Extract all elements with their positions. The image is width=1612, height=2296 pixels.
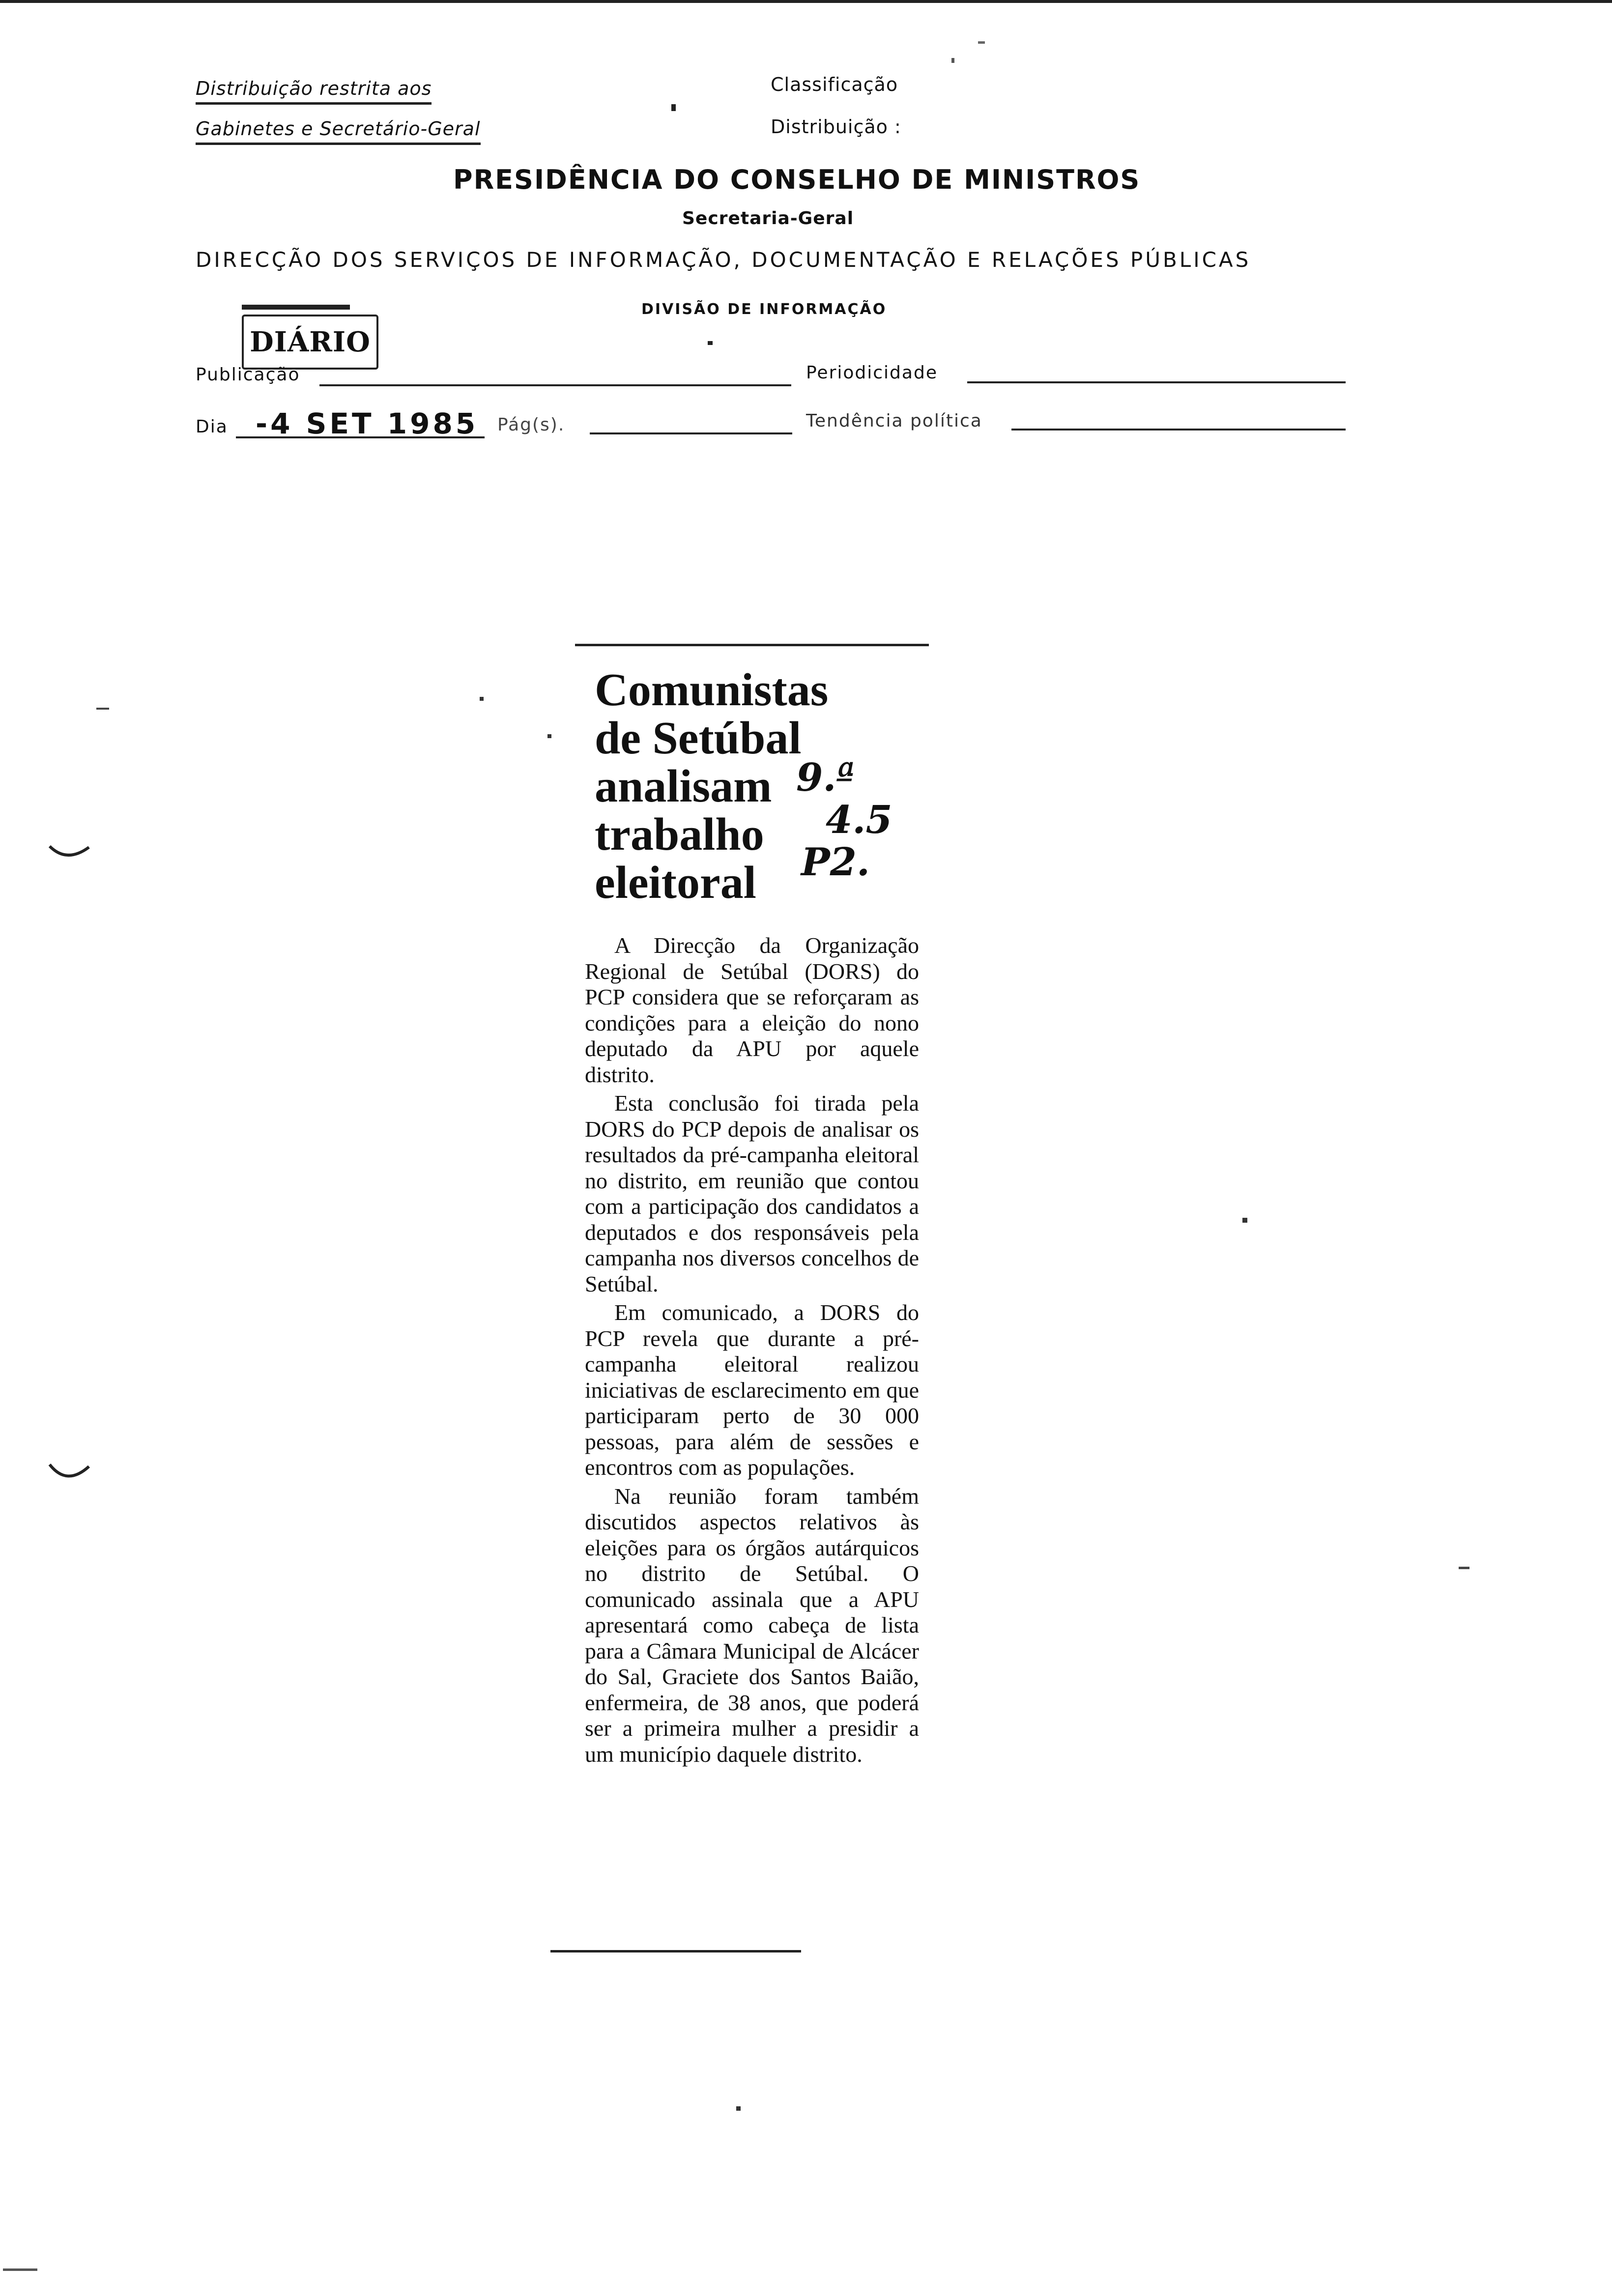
pages-label: Pág(s). — [497, 415, 565, 435]
headline-line-5: eleitoral — [595, 857, 756, 908]
clipping-top-rule — [575, 644, 929, 646]
headline-line-4: trabalho — [595, 809, 764, 860]
article-paragraph-3: Em comunicado, a DORS do PCP revela que durante a pré-campanha eleitoral realizou iniciativas de esclarecimento em que participaram perto de 30 000 pessoas, para além de sessões e encontros com as populações. — [585, 1300, 919, 1480]
speck-mark-2 — [480, 697, 484, 701]
date-fill-line — [236, 436, 485, 438]
dot-mark — [708, 341, 713, 345]
stamp-bar — [242, 305, 350, 310]
speck-mark-5 — [1459, 1567, 1469, 1569]
speck-mark-4 — [1242, 1218, 1247, 1223]
distribution-label: Distribuição : — [771, 116, 901, 138]
institution-title: PRESIDÊNCIA DO CONSELHO DE MINISTROS — [453, 164, 1141, 195]
speck-mark-3 — [547, 734, 551, 738]
division-name: DIVISÃO DE INFORMAÇÃO — [641, 301, 887, 318]
day-label: Dia — [196, 417, 228, 437]
periodicity-label: Periodicidade — [806, 363, 938, 383]
hole-mark-lower — [47, 1460, 91, 1489]
publication-label: Publicação — [196, 365, 300, 385]
handwritten-annotation — [786, 757, 892, 884]
hole-mark-upper — [47, 841, 91, 866]
speck-mark-8 — [951, 58, 954, 63]
handwritten-line-1: 9.ª — [796, 755, 855, 800]
political-fill-line — [1011, 429, 1346, 430]
date-stamp: -4 SET 1985 — [256, 407, 479, 440]
article-paragraph-4: Na reunião foram também discutidos aspectos relativos às eleições para os órgãos autárquicos no distrito de Setúbal. O comunicado assinala que a APU apresentará como cabeça de lista para a Câmara Municipal de Alcácer do Sal, Graciete dos Santos Baião, enfermeira, de 38 anos, que poderá ser a primeira mulher a presidir a um município daquele distrito. — [585, 1483, 919, 1767]
pages-fill-line — [590, 432, 792, 434]
publication-stamp: DIÁRIO — [242, 315, 378, 370]
headline-line-2: de Setúbal — [595, 713, 802, 764]
clipping-bottom-rule — [550, 1950, 801, 1952]
headline-line-3: analisam — [595, 761, 772, 812]
handwritten-line-3: P2. — [801, 840, 870, 885]
article-body — [585, 933, 919, 1770]
publication-fill-line — [319, 384, 791, 386]
periodicity-fill-line — [967, 381, 1346, 383]
restriction-line-2: Gabinetes e Secretário-Geral — [196, 118, 481, 145]
speck-mark-7 — [978, 41, 985, 44]
political-tendency-label: Tendência política — [806, 411, 982, 431]
handwritten-line-2: 4.5 — [826, 798, 892, 842]
restriction-line-1: Distribuição restrita aos — [196, 78, 432, 105]
classification-label: Classificação — [771, 74, 898, 95]
department-name: DIRECÇÃO DOS SERVIÇOS DE INFORMAÇÃO, DOCUMENTAÇÃO E RELAÇÕES PÚBLICAS — [196, 248, 1251, 272]
corner-mark — [3, 2268, 37, 2271]
speck-mark-1 — [96, 708, 109, 710]
bullet-mark — [671, 104, 676, 111]
headline-line-1: Comunistas — [595, 664, 829, 716]
speck-mark-6 — [736, 2106, 741, 2111]
top-scan-rule — [0, 0, 1612, 3]
article-paragraph-2: Esta conclusão foi tirada pela DORS do PCP depois de analisar os resultados da pré-campanha eleitoral no distrito, em reunião que contou com a participação dos candidatos a deputados e dos responsáveis pela campanha nos diversos concelhos de Setúbal. — [585, 1091, 919, 1296]
institution-subtitle: Secretaria-Geral — [682, 208, 854, 229]
article-paragraph-1: A Direcção da Organização Regional de Setúbal (DORS) do PCP considera que se reforçaram as condições para a eleição do nono deputado da APU por aquele distrito. — [585, 933, 919, 1087]
